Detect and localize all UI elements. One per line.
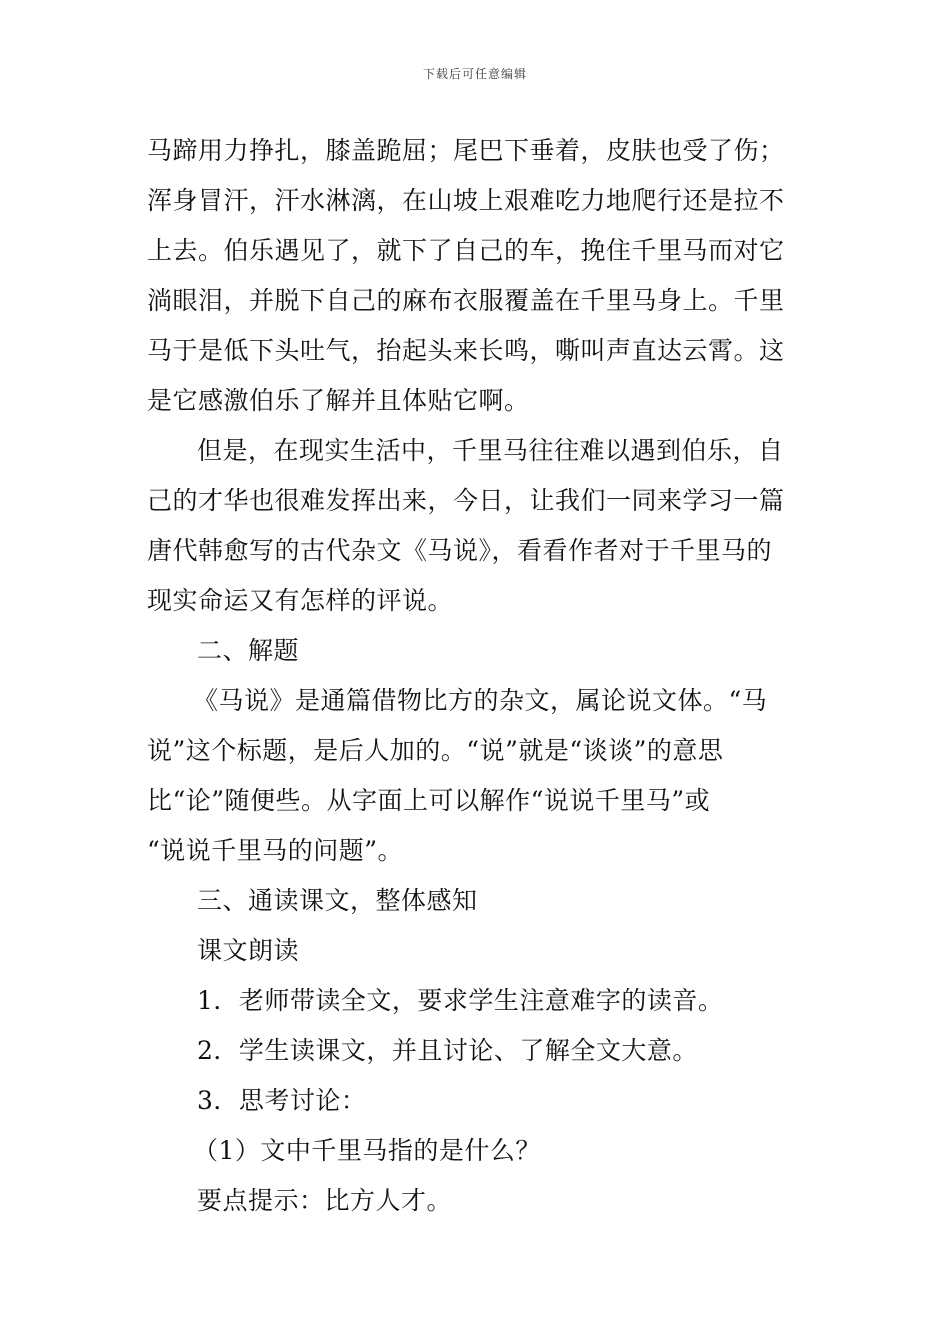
text-line: 说”这个标题，是后人加的。“说”就是“谈谈”的意思: [147, 736, 724, 765]
paragraph-start: 但是，在现实生活中，千里马往往难以遇到伯乐，自: [197, 436, 784, 465]
text-line: 是它感激伯乐了解并且体贴它啊。: [147, 386, 530, 415]
paragraph-start: 《马说》是通篇借物比方的杂文，属论说文体。“马: [193, 686, 768, 715]
text-line: 马蹄用力挣扎，膝盖跪屈；尾巴下垂着，皮肤也受了伤；: [147, 136, 785, 165]
text-line: 己的才华也很难发挥出来，今日，让我们一同来学习一篇: [147, 486, 785, 515]
answer-hint: 要点提示：比方人才。: [197, 1186, 453, 1215]
section-heading: 三、通读课文，整体感知: [197, 886, 478, 915]
page-header: 下载后可任意编辑: [422, 67, 527, 81]
text-line: “说说千里马的问题”。: [147, 836, 404, 865]
text-line: 淌眼泪，并脱下自己的麻布衣服覆盖在千里马身上。千里: [147, 286, 785, 315]
text-line: 唐代韩愈写的古代杂文《马说》，看看作者对于千里马的: [147, 536, 773, 565]
document-body: [147, 126, 807, 1226]
text-line: 现实命运又有怎样的评说。: [147, 586, 454, 615]
text-line: 马于是低下头吐气，抬起头来长鸣，嘶叫声直达云霄。这: [147, 336, 785, 365]
text-line: 上去。伯乐遇见了，就下了自己的车，挽住千里马而对它: [147, 236, 785, 265]
question-item: （1）文中千里马指的是什么？: [193, 1136, 541, 1165]
list-item: 2．学生读课文，并且讨论、了解全文大意。: [197, 1036, 698, 1065]
text-line: 比“论”随便些。从字面上可以解作“说说千里马”或: [147, 786, 711, 815]
section-heading: 二、解题: [197, 636, 300, 665]
text-line: 浑身冒汗，汗水淋漓，在山坡上艰难吃力地爬行还是拉不: [147, 186, 785, 215]
list-item: 1．老师带读全文，要求学生注意难字的读音。: [197, 986, 724, 1015]
list-item: 3．思考讨论：: [197, 1086, 367, 1115]
subheading: 课文朗读: [197, 936, 300, 965]
